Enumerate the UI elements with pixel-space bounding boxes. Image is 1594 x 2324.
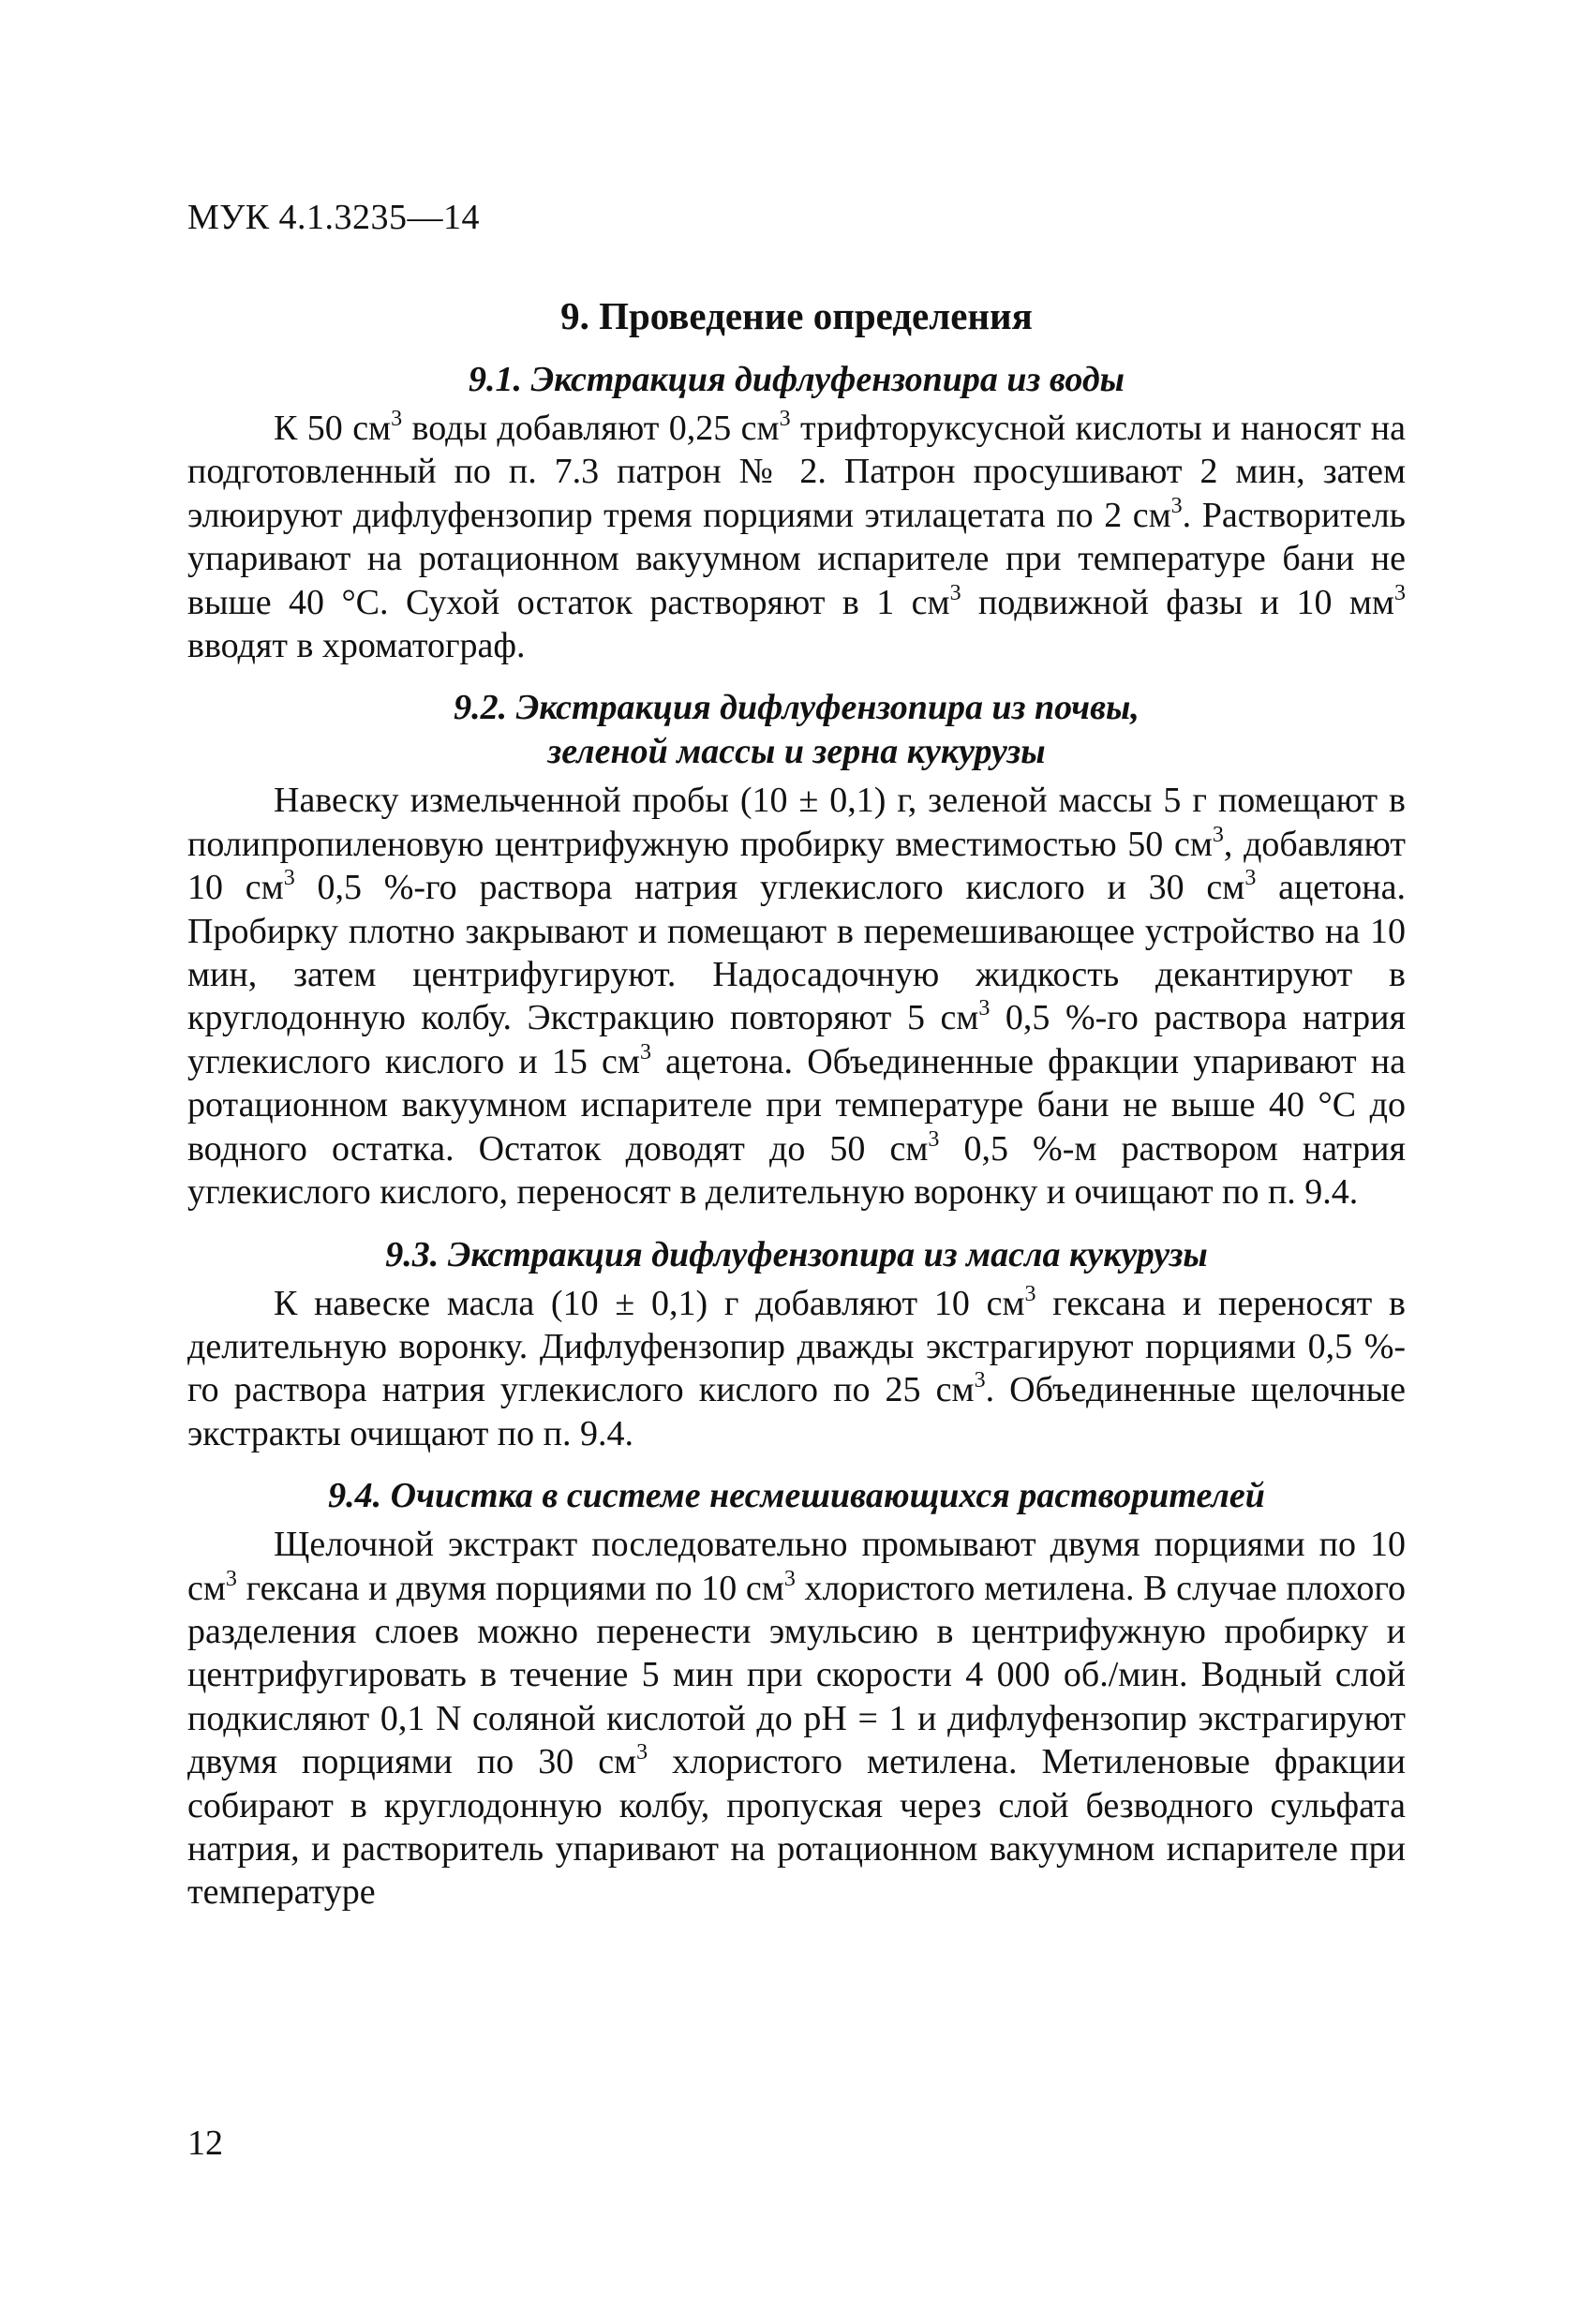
section-9-3 <box>187 1233 1406 1456</box>
section-paragraph: К 50 $см^3$ воды добавляют 0,25 $см^3$ трифторуксусной кислоты и наносят на подготовленный по п. 7.3 патрон № 2. Патрон просушивают 2 мин, затем элюируют дифлуфензопир тремя порциями этилацетата по 2 $см^3$. Растворитель упаривают на ротационном вакуумном испарителе при температуре бани не выше 40 °С. Сухой остаток растворяют в 1 $см^3$ подвижной фазы и 10 $мм^3$ вводят в хроматограф. <box>187 407 1406 666</box>
section-title-line: 9.2. Экстракция дифлуфензопира из почвы, <box>454 688 1140 728</box>
chapter-title: 9. Проведение определения <box>560 294 1033 337</box>
section-title-line: 9.1. Экстракция дифлуфензопира из воды <box>468 360 1125 399</box>
section-title-line: 9.3. Экстракция дифлуфензопира из масла кукурузы <box>385 1234 1208 1274</box>
page-content <box>187 272 1406 1933</box>
section-paragraph: Навеску измельченной пробы (10 ± 0,1) г, зеленой массы 5 г помещают в полипропиленовую центрифужную пробирку вместимостью 50 $см^3$, добавляют 10 $см^3$ 0,5 %-го раствора натрия углекислого кислого и 30 $см^3$ ацетона. Пробирку плотно закрывают и помещают в перемешивающее устройство на 10 мин, затем центрифугируют. Надосадочную жидкость декантируют в круглодонную колбу. Экстракцию повторяют 5 $см^3$ 0,5 %-го раствора натрия углекислого кислого и 15 $см^3$ ацетона. Объединенные фракции упаривают на ротационном вакуумном испарителе при температуре бани не выше 40 °С до водного остатка. Остаток доводят до 50 $см^3$ 0,5 %-м раствором натрия углекислого кислого, переносят в делительную воронку и очищают по п. 9.4. <box>187 781 1406 1213</box>
document-code: МУК 4.1.3235—14 <box>187 198 481 237</box>
section-9-4 <box>187 1474 1406 1914</box>
section-paragraph: К навеске масла (10 ± 0,1) г добавляют 10 $см^3$ гексана и переносят в делительную воронку. Дифлуфензопир дважды экстрагируют порциями 0,5 %-го раствора натрия углекислого кислого по 25 $см^3$. Объединенные щелочные экстракты очищают по п. 9.4. <box>187 1281 1406 1453</box>
section-title <box>187 1233 1406 1277</box>
section-title <box>187 1474 1406 1518</box>
section-9-1 <box>187 358 1406 667</box>
section-title <box>187 358 1406 402</box>
section-title-line: 9.4. Очистка в системе несмешивающихся растворителей <box>328 1476 1265 1516</box>
section-9-2 <box>187 686 1406 1214</box>
page-number: 12 <box>187 2123 223 2163</box>
section-title <box>187 686 1406 774</box>
section-title-line: зеленой массы и зерна кукурузы <box>547 732 1046 772</box>
section-paragraph: Щелочной экстракт последовательно промывают двумя порциями по 10 $см^3$ гексана и двумя порциями по 10 $см^3$ хлористого метилена. В случае плохого разделения слоев можно перенести эмульсию в центрифужную пробирку и центрифугировать в течение 5 мин при скорости 4 000 об./мин. Водный слой подкисляют 0,1 N соляной кислотой до pH = 1 и дифлуфензопир экстрагируют двумя порциями по 30 $см^3$ хлористого метилена. Метиленовые фракции собирают в круглодонную колбу, пропуская через слой безводного сульфата натрия, и растворитель упаривают на ротационном вакуумном испарителе при температуре <box>187 1525 1407 1913</box>
